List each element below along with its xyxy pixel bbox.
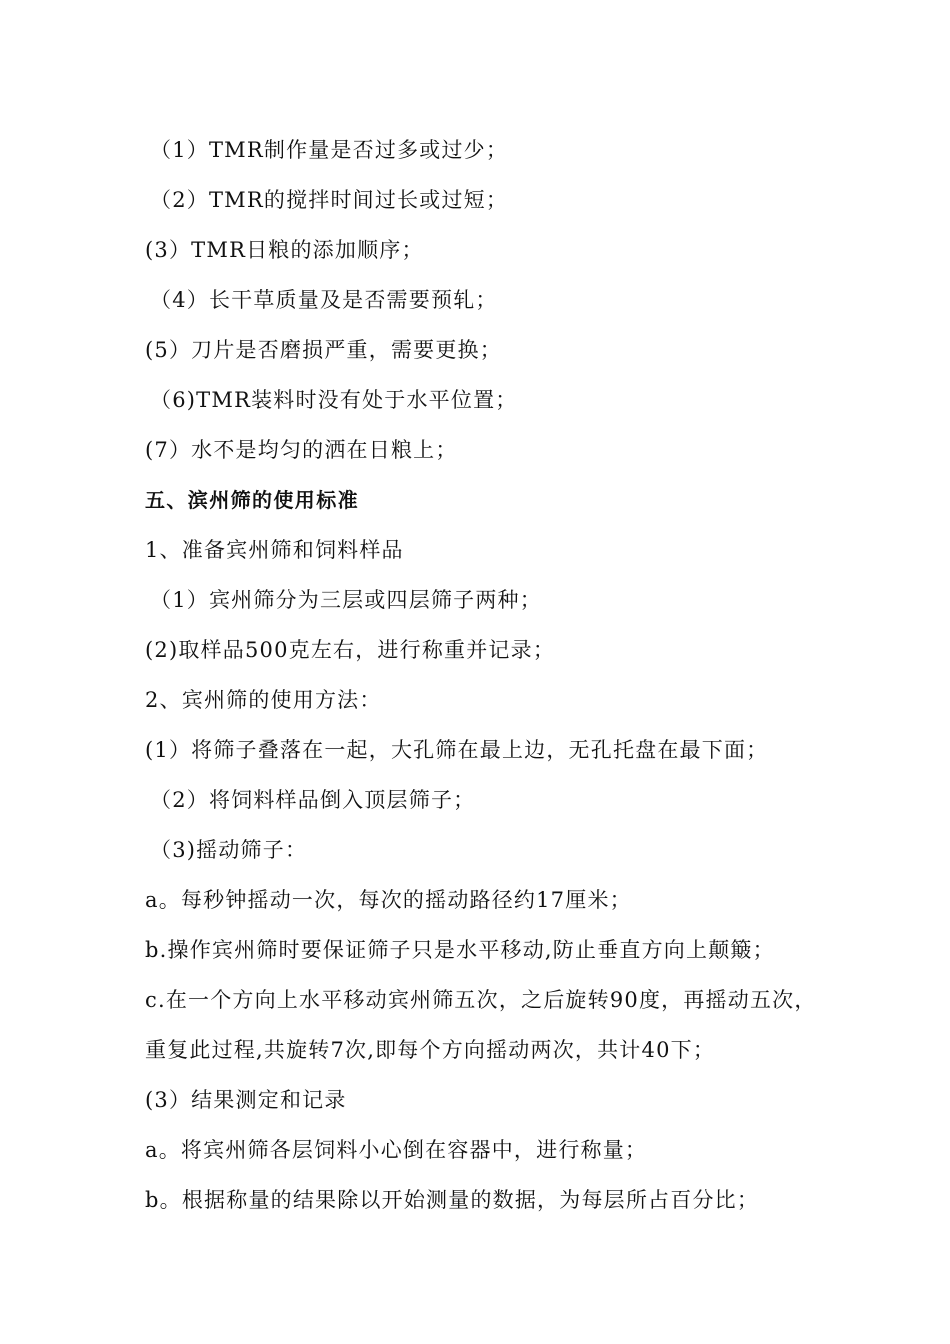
text-line: (1）将筛子叠落在一起，大孔筛在最上边，无孔托盘在最下面；: [145, 738, 769, 762]
text-line: b。根据称量的结果除以开始测量的数据，为每层所占百分比；: [145, 1188, 760, 1212]
text-line: b.操作宾州筛时要保证筛子只是水平移动,防止垂直方向上颠簸；: [145, 938, 775, 962]
text-line: (3）TMR日粮的添加顺序；: [145, 238, 424, 262]
text-line: 1、准备宾州筛和饲料样品: [145, 538, 404, 562]
text-line: （4）长干草质量及是否需要预轧；: [150, 288, 498, 312]
text-line: (3）结果测定和记录: [145, 1088, 347, 1112]
text-line: （3)摇动筛子：: [150, 838, 308, 862]
text-line: （2）将饲料样品倒入顶层筛子；: [150, 788, 476, 812]
text-line: (5）刀片是否磨损严重，需要更换；: [145, 338, 502, 362]
text-line: (2)取样品500克左右，进行称重并记录；: [145, 638, 556, 662]
text-line: c.在一个方向上水平移动宾州筛五次，之后旋转90度，再摇动五次，: [145, 988, 817, 1012]
text-line: 2、宾州筛的使用方法：: [145, 688, 382, 712]
text-line: a。将宾州筛各层饲料小心倒在容器中，进行称量；: [145, 1138, 648, 1162]
text-line: （1）TMR制作量是否过多或过少；: [150, 138, 509, 162]
text-line: 重复此过程,共旋转7次,即每个方向摇动两次，共计40下；: [145, 1038, 716, 1062]
text-line: （2）TMR的搅拌时间过长或过短；: [150, 188, 509, 212]
text-line: a。每秒钟摇动一次，每次的摇动路径约17厘米；: [145, 888, 632, 912]
section-heading: 五、滨州筛的使用标准: [145, 488, 359, 512]
text-line: （1）宾州筛分为三层或四层筛子两种；: [150, 588, 542, 612]
text-line: （6)TMR装料时没有处于水平位置；: [150, 388, 518, 412]
text-line: (7）水不是均匀的洒在日粮上；: [145, 438, 458, 462]
